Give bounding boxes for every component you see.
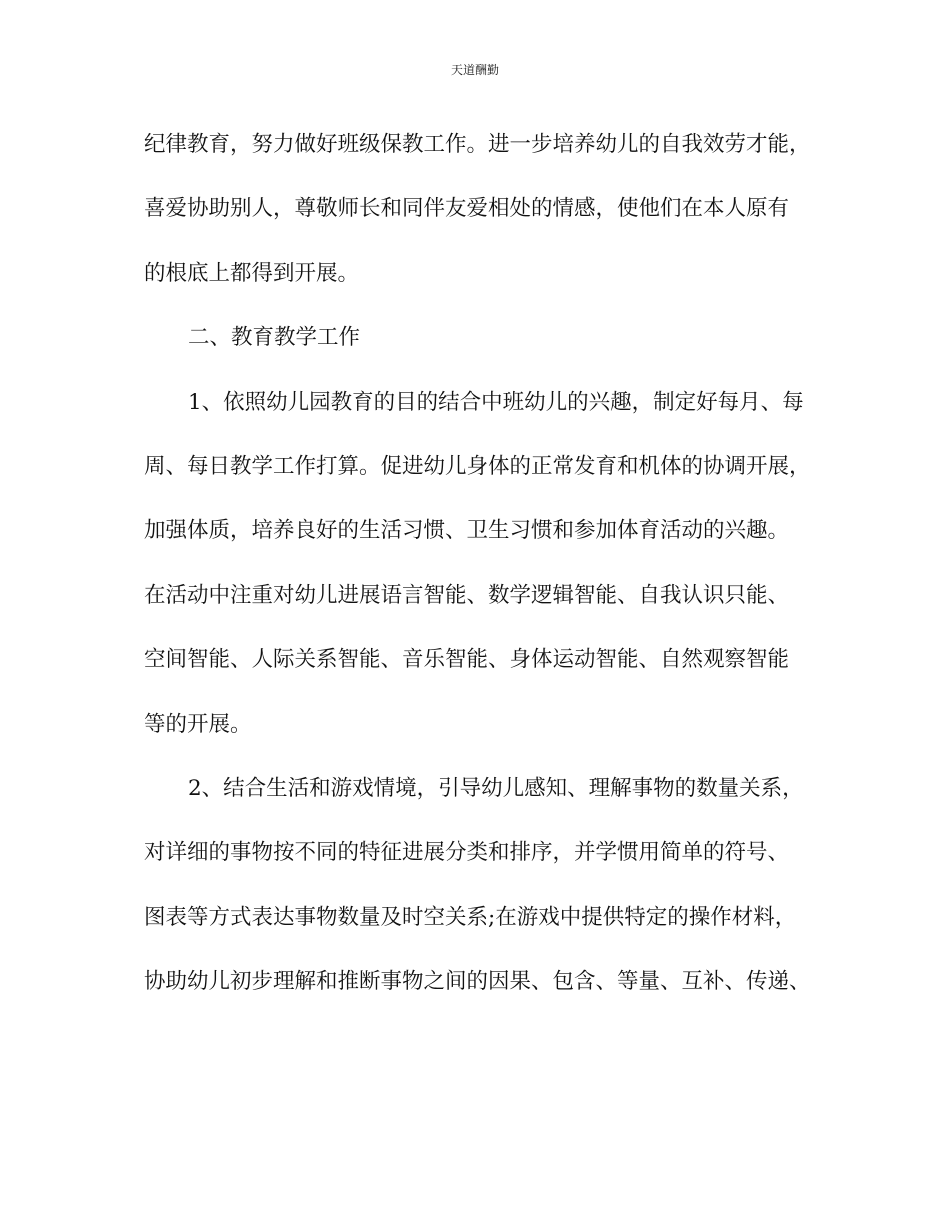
text-line: 喜爱协助别人，尊敬师长和同伴友爱相处的情感，使他们在本人原有 [144, 196, 790, 222]
text-line: 周、每日教学工作打算。促进幼儿身体的正常发育和机体的协调开展， [144, 453, 811, 479]
text-line: 图表等方式表达事物数量及时空关系;在游戏中提供特定的操作材料， [144, 904, 797, 930]
text-line: 协助幼儿初步理解和推断事物之间的因果、包含、等量、互补、传递、 [144, 969, 811, 995]
text-line: 纪律教育，努力做好班级保教工作。进一步培养幼儿的自我效劳才能， [144, 132, 811, 157]
text-line: 等的开展。 [144, 711, 252, 737]
document-body [144, 118, 824, 1019]
text-line: 空间智能、人际关系智能、音乐智能、身体运动智能、自然观察智能 [144, 647, 790, 673]
section-heading: 二、教育教学工作 [188, 325, 361, 351]
text-line: 的根底上都得到开展。 [144, 260, 360, 286]
page-header: 天道酬勤 [450, 63, 499, 77]
text-line: 对详细的事物按不同的特征进展分类和排序，并学惯用简单的符号、 [144, 840, 790, 866]
text-line: 加强体质，培养良好的生活习惯、卫生习惯和参加体育活动的兴趣。 [144, 518, 790, 544]
text-line: 在活动中注重对幼儿进展语言智能、数学逻辑智能、自我认识只能、 [144, 582, 790, 608]
paragraph-start: 1、依照幼儿园教育的目的结合中班幼儿的兴趣，制定好每月、每 [188, 389, 804, 415]
paragraph-start: 2、结合生活和游戏情境，引导幼儿感知、理解事物的数量关系， [188, 775, 804, 801]
